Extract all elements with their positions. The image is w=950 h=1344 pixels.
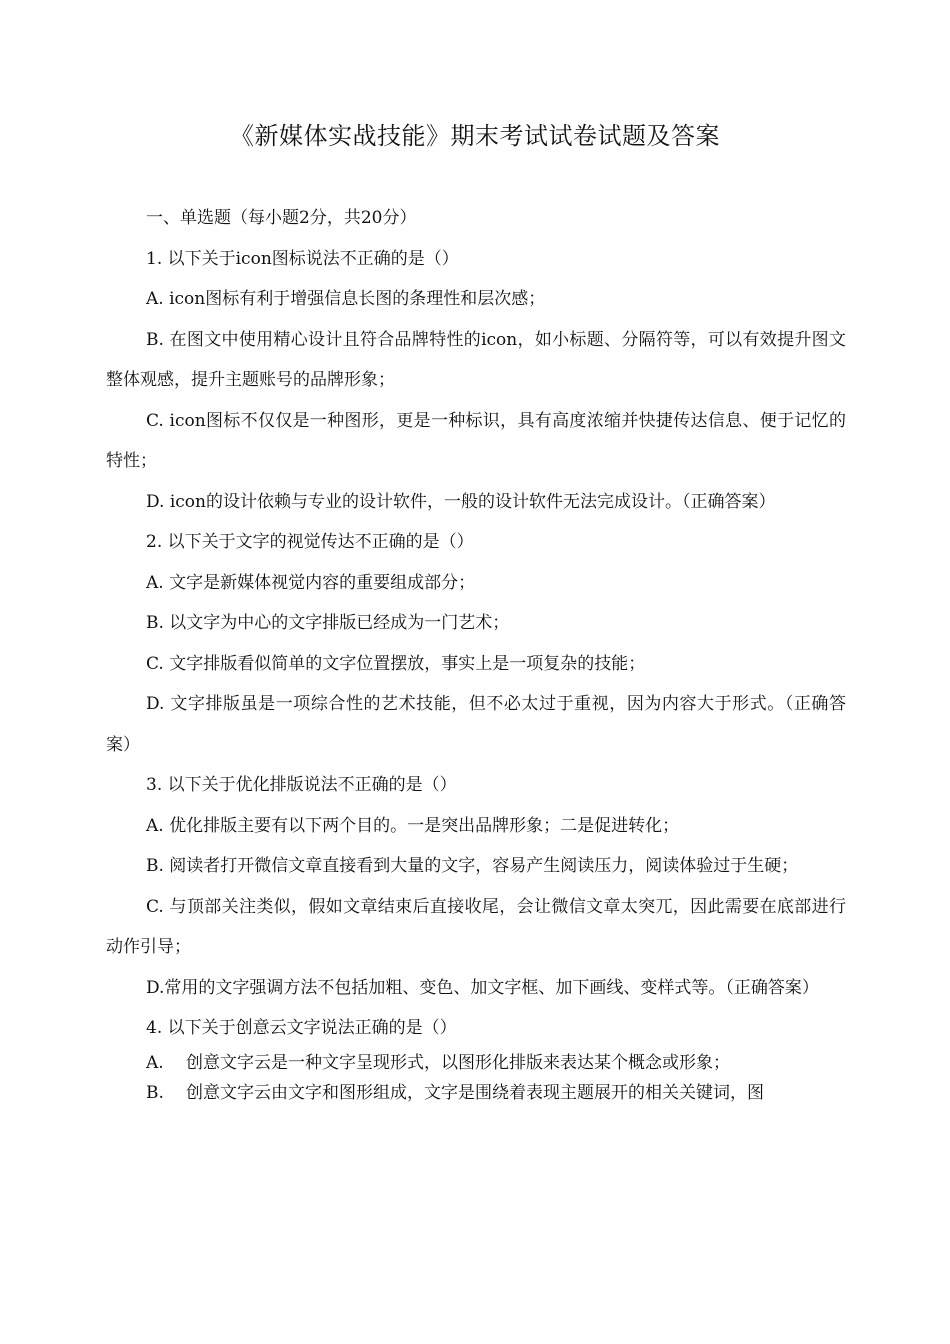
- question-3-option-d: D.常用的文字强调方法不包括加粗、变色、加文字框、加下画线、变样式等。（正确答案）: [146, 977, 819, 998]
- question-4-option-a: [106, 1049, 846, 1077]
- document-body: [106, 198, 846, 1107]
- question-2-option-b: B. 以文字为中心的文字排版已经成为一门艺术；: [146, 613, 510, 633]
- question-2-option-c: C. 文字排版看似简单的文字位置摆放，事实上是一项复杂的技能；: [146, 653, 646, 674]
- section-heading: 一、单选题（每小题2分，共20分）: [146, 208, 417, 228]
- question-3-option-a: A. 优化排版主要有以下两个目的。一是突出品牌形象；二是促进转化；: [146, 815, 680, 836]
- option-label: B.: [146, 1082, 164, 1103]
- question-3-option-c: C. 与顶部关注类似，假如文章结束后直接收尾，会让微信文章太突兀，因此需要在底部进行动作引导；: [106, 896, 846, 957]
- question-1-option-c: C. icon图标不仅仅是一种图形，更是一种标识，具有高度浓缩并快捷传达信息、便于记忆的特性；: [106, 410, 846, 471]
- option-text: 创意文字云由文字和图形组成，文字是围绕着表现主题展开的相关关键词，图: [186, 1082, 764, 1103]
- question-3-option-b: B. 阅读者打开微信文章直接看到大量的文字，容易产生阅读压力，阅读体验过于生硬；: [146, 856, 799, 876]
- question-3-stem: 3. 以下关于优化排版说法不正确的是（）: [146, 775, 457, 795]
- question-2-stem: 2. 以下关于文字的视觉传达不正确的是（）: [146, 532, 474, 552]
- question-1-option-b: B. 在图文中使用精心设计且符合品牌特性的icon，如小标题、分隔符等，可以有效提升图文整体观感，提升主题账号的品牌形象；: [106, 329, 846, 390]
- question-1-option-a: A. icon图标有利于增强信息长图的条理性和层次感；: [146, 289, 546, 309]
- question-4-stem: 4. 以下关于创意云文字说法正确的是（）: [146, 1018, 457, 1038]
- question-1-option-d: D. icon的设计依赖与专业的设计软件，一般的设计软件无法完成设计。（正确答案）: [146, 491, 776, 512]
- question-4-option-b: [106, 1079, 846, 1107]
- document-title: 《新媒体实战技能》期末考试试卷试题及答案: [230, 122, 720, 150]
- question-2-option-d: D. 文字排版虽是一项综合性的艺术技能，但不必太过于重视，因为内容大于形式。（正确答案）: [106, 694, 846, 755]
- question-2-option-a: A. 文字是新媒体视觉内容的重要组成部分；: [146, 572, 476, 593]
- option-text: 创意文字云是一种文字呈现形式，以图形化排版来表达某个概念或形象；: [186, 1052, 730, 1073]
- option-label: A.: [146, 1052, 164, 1073]
- question-1-stem: 1. 以下关于icon图标说法不正确的是（）: [146, 248, 459, 269]
